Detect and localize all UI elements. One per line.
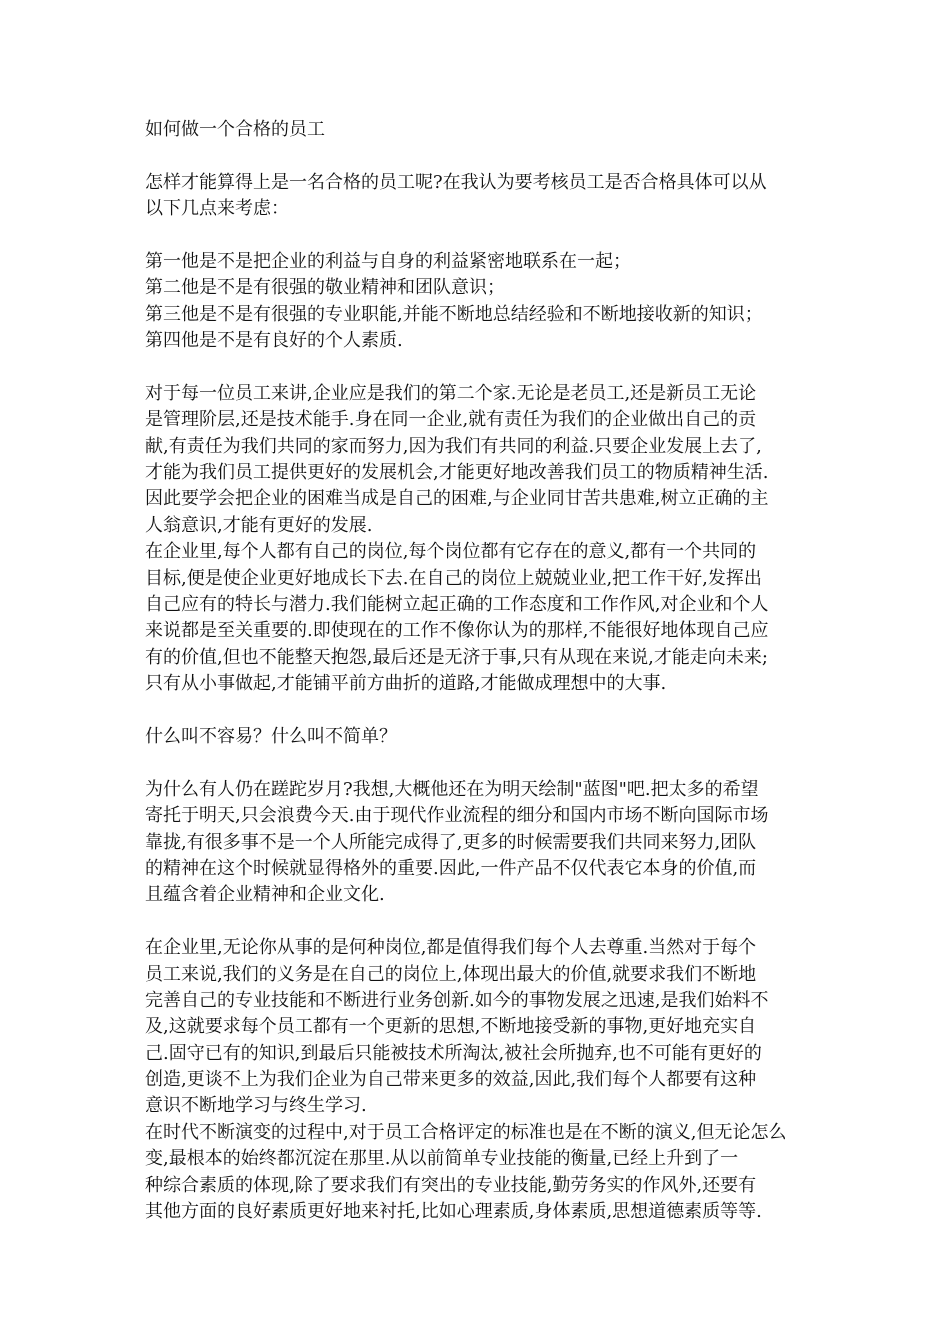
criteria-item: 第三他是不是有很强的专业职能,并能不断地总结经验和不断地接收新的知识； <box>145 303 763 325</box>
paragraph-line: 种综合素质的体现,除了要求我们有突出的专业技能,勤劳务实的作风外,还要有 <box>145 1174 757 1196</box>
paragraph-line: 完善自己的专业技能和不断进行业务创新.如今的事物发展之迅速,是我们始料不 <box>145 989 769 1011</box>
paragraph-gap <box>145 750 805 776</box>
intro-paragraph <box>145 170 805 223</box>
intro-line: 以下几点来考虑： <box>145 198 289 220</box>
paragraph-line: 且蕴含着企业精神和企业文化. <box>145 884 385 906</box>
paragraph-line: 靠拢,有很多事不是一个人所能完成得了,更多的时候需要我们共同来努力,团队 <box>145 831 757 853</box>
paragraph-gap <box>145 223 805 249</box>
paragraph-line: 是管理阶层,还是技术能手.身在同一企业,就有责任为我们的企业做出自己的贡 <box>145 409 757 431</box>
criteria-item: 第四他是不是有良好的个人素质. <box>145 330 403 352</box>
paragraph-line: 人翁意识,才能有更好的发展. <box>145 514 373 536</box>
paragraph-line: 献,有责任为我们共同的家而努力,因为我们有共同的利益.只要企业发展上去了, <box>145 435 762 457</box>
standard-paragraph <box>145 1120 805 1226</box>
paragraph-line: 目标,便是使企业更好地成长下去.在自己的岗位上兢兢业业,把工作干好,发挥出 <box>145 567 762 589</box>
paragraph-line: 创造,更谈不上为我们企业为自己带来更多的效益,因此,我们每个人都要有这种 <box>145 1069 757 1091</box>
paragraph-line: 才能为我们员工提供更好的发展机会,才能更好地改善我们员工的物质精神生活. <box>145 462 769 484</box>
question-heading: 什么叫不容易？什么叫不简单？ <box>145 725 397 747</box>
paragraph-line: 自己应有的特长与潜力.我们能树立起正确的工作态度和工作作风,对企业和个人 <box>145 594 769 616</box>
criteria-item: 第一他是不是把企业的利益与自身的利益紧密地联系在一起； <box>145 250 631 272</box>
intro-line: 怎样才能算得上是一名合格的员工呢?在我认为要考核员工是否合格具体可以从 <box>145 171 767 193</box>
paragraph-line: 意识不断地学习与终生学习. <box>145 1095 367 1117</box>
paragraph-line: 员工来说,我们的义务是在自己的岗位上,体现出最大的价值,就要求我们不断地 <box>145 963 757 985</box>
criteria-item: 第二他是不是有很强的敬业精神和团队意识； <box>145 277 505 299</box>
paragraph-line: 在时代不断演变的过程中,对于员工合格评定的标准也是在不断的演义,但无论怎么 <box>145 1121 787 1143</box>
post-paragraph <box>145 539 805 697</box>
paragraph-line: 己.固守已有的知识,到最后只能被技术所淘汰,被社会所抛弃,也不可能有更好的 <box>145 1042 762 1064</box>
document-page <box>145 117 805 1225</box>
paragraph-line: 的精神在这个时候就显得格外的重要.因此,一件产品不仅代表它本身的价值,而 <box>145 857 757 879</box>
learning-paragraph <box>145 935 805 1120</box>
paragraph-gap <box>145 698 805 724</box>
family-paragraph <box>145 381 805 539</box>
blueprint-paragraph <box>145 777 805 909</box>
paragraph-line: 及,这就要求每个员工都有一个更新的思想,不断地接受新的事物,更好地充实自 <box>145 1016 757 1038</box>
paragraph-line: 为什么有人仍在蹉跎岁月?我想,大概他还在为明天绘制"蓝图"吧.把太多的希望 <box>145 778 759 800</box>
paragraph-line: 寄托于明天,只会浪费今天.由于现代作业流程的细分和国内市场不断向国际市场 <box>145 805 769 827</box>
paragraph-gap <box>145 909 805 935</box>
document-title: 如何做一个合格的员工 <box>145 119 325 140</box>
paragraph-gap <box>145 355 805 381</box>
paragraph-line: 其他方面的良好素质更好地来衬托,比如心理素质,身体素质,思想道德素质等等. <box>145 1201 762 1223</box>
paragraph-line: 只有从小事做起,才能铺平前方曲折的道路,才能做成理想中的大事. <box>145 673 667 695</box>
criteria-list <box>145 249 805 355</box>
paragraph-line: 在企业里,无论你从事的是何种岗位,都是值得我们每个人去尊重.当然对于每个 <box>145 937 757 959</box>
paragraph-line: 因此要学会把企业的困难当成是自己的困难,与企业同甘苦共患难,树立正确的主 <box>145 488 769 510</box>
paragraph-line: 对于每一位员工来讲,企业应是我们的第二个家.无论是老员工,还是新员工无论 <box>145 382 757 404</box>
paragraph-line: 变,最根本的始终都沉淀在那里.从以前简单专业技能的衡量,已经上升到了一 <box>145 1148 739 1170</box>
paragraph-line: 来说都是至关重要的.即使现在的工作不像你认为的那样,不能很好地体现自己应 <box>145 620 769 642</box>
paragraph-line: 在企业里,每个人都有自己的岗位,每个岗位都有它存在的意义,都有一个共同的 <box>145 541 757 563</box>
paragraph-line: 有的价值,但也不能整天抱怨,最后还是无济于事,只有从现在来说,才能走向未来; <box>145 646 768 668</box>
paragraph-gap <box>145 143 805 169</box>
